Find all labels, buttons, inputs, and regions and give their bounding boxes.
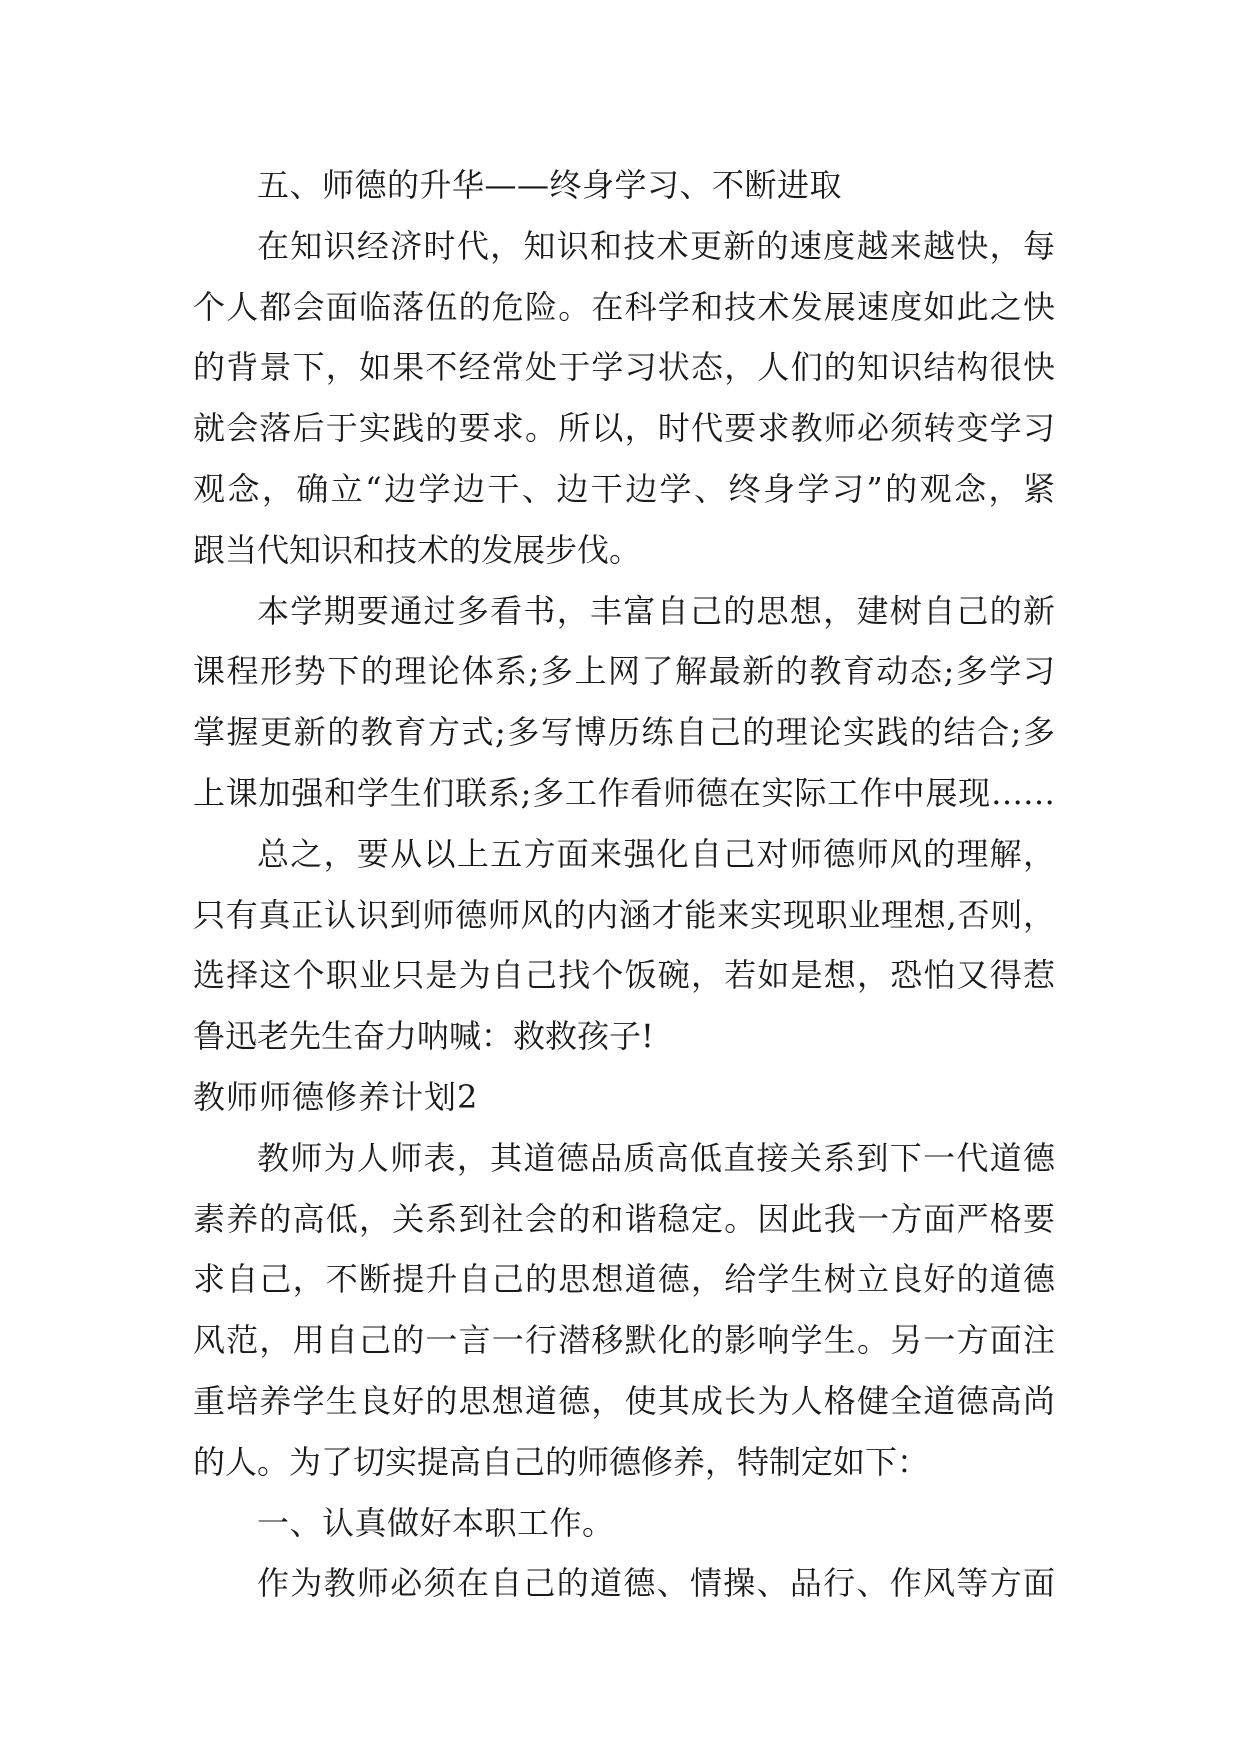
paragraph-line: 总之，要从以上五方面来强化自己对师德师风的理解， xyxy=(257,834,1055,873)
paragraph-line: 教师为人师表，其道德品质高低直接关系到下一代道德 xyxy=(257,1138,1055,1177)
paragraph-line: 上课加强和学生们联系;多工作看师德在实际工作中展现…… xyxy=(193,773,1055,812)
paragraph-line: 在知识经济时代，知识和技术更新的速度越来越快，每 xyxy=(257,226,1055,265)
document-body xyxy=(193,155,1055,1614)
paragraph-line: 本学期要通过多看书，丰富自己的思想，建树自己的新 xyxy=(257,591,1055,630)
paragraph-line: 个人都会面临落伍的危险。在科学和技术发展速度如此之快 xyxy=(193,287,1055,326)
paragraph-line: 选择这个职业只是为自己找个饭碗，若如是想，恐怕又得惹 xyxy=(193,956,1055,995)
paragraph-line: 跟当代知识和技术的发展步伐。 xyxy=(193,530,642,569)
paragraph-line: 只有真正认识到师德师风的内涵才能来实现职业理想,否则， xyxy=(193,895,1055,934)
paragraph-line: 的人。为了切实提高自己的师德修养，特制定如下： xyxy=(193,1442,930,1481)
document-title: 教师师德修养计划2 xyxy=(193,1077,479,1116)
paragraph-line: 就会落后于实践的要求。所以，时代要求教师必须转变学习 xyxy=(193,409,1055,448)
paragraph-line: 重培养学生良好的思想道德，使其成长为人格健全道德高尚 xyxy=(193,1381,1055,1420)
paragraph-line: 的背景下，如果不经常处于学习状态，人们的知识结构很快 xyxy=(193,348,1055,387)
section-heading: 五、师德的升华——终身学习、不断进取 xyxy=(257,166,843,204)
paragraph-line: 观念，确立“边学边干、边干边学、终身学习”的观念，紧 xyxy=(193,469,1055,508)
paragraph-line: 风范，用自己的一言一行潜移默化的影响学生。另一方面注 xyxy=(193,1321,1055,1360)
paragraph-line: 掌握更新的教育方式;多写博历练自己的理论实践的结合;多 xyxy=(193,713,1055,752)
paragraph-line: 求自己，不断提升自己的思想道德，给学生树立良好的道德 xyxy=(193,1260,1055,1299)
paragraph-line: 鲁迅老先生奋力呐喊：救救孩子! xyxy=(193,1017,654,1056)
section-heading: 一、认真做好本职工作。 xyxy=(257,1503,615,1542)
paragraph-line: 素养的高低，关系到社会的和谐稳定。因此我一方面严格要 xyxy=(193,1199,1055,1238)
paragraph-line: 作为教师必须在自己的道德、情操、品行、作风等方面 xyxy=(257,1564,1055,1603)
paragraph-line: 课程形势下的理论体系;多上网了解最新的教育动态;多学习 xyxy=(193,652,1055,691)
